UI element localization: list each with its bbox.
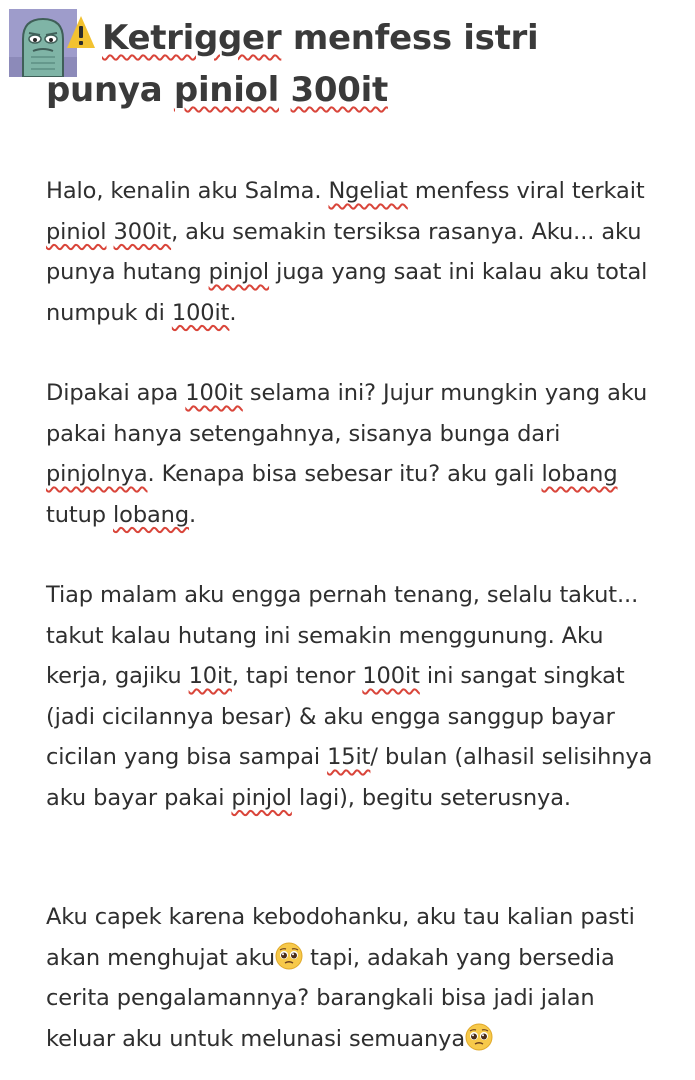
paragraph-3: Tiap malam aku engga pernah tenang, selalu takut... takut kalau hutang ini semakin menggunung. Aku kerja, gajiku 10it, tapi tenor 100it ini sangat singkat (jadi cicilannya besar) & aku engga sanggup bayar cicilan yang bisa sampai 15it/ bulan (alhasil selisihnya aku bayar pakai pinjol lagi), begitu seterusnya.	[46, 582, 653, 811]
post-title: Ketrigger menfess istri punya piniol 300it	[46, 18, 539, 110]
title-word-ketrigger: Ketrigger	[102, 18, 282, 58]
pleading-face-emoji	[465, 1023, 493, 1051]
title-word-300it: 300it	[290, 70, 388, 110]
paragraph-4: Aku capek karena kebodohanku, aku tau kalian pasti akan menghujat aku tapi, adakah yang bersedia cerita pengalamannya? barangkali bisa jadi jalan keluar aku untuk melunasi semuanya	[46, 904, 635, 1052]
pleading-face-emoji	[275, 942, 303, 970]
paragraph-1: Halo, kenalin aku Salma. Ngeliat menfess viral terkait piniol 300it, aku semakin tersiksa rasanya. Aku... aku punya hutang pinjol juga yang saat ini kalau aku total numpuk di 100it.	[46, 178, 648, 326]
title-word-piniol: piniol	[173, 70, 279, 110]
paragraph-2: Dipakai apa 100it selama ini? Jujur mungkin yang aku pakai hanya setengahnya, sisanya bunga dari pinjolnya. Kenapa bisa sebesar itu? aku gali lobang tutup lobang.	[46, 380, 648, 528]
